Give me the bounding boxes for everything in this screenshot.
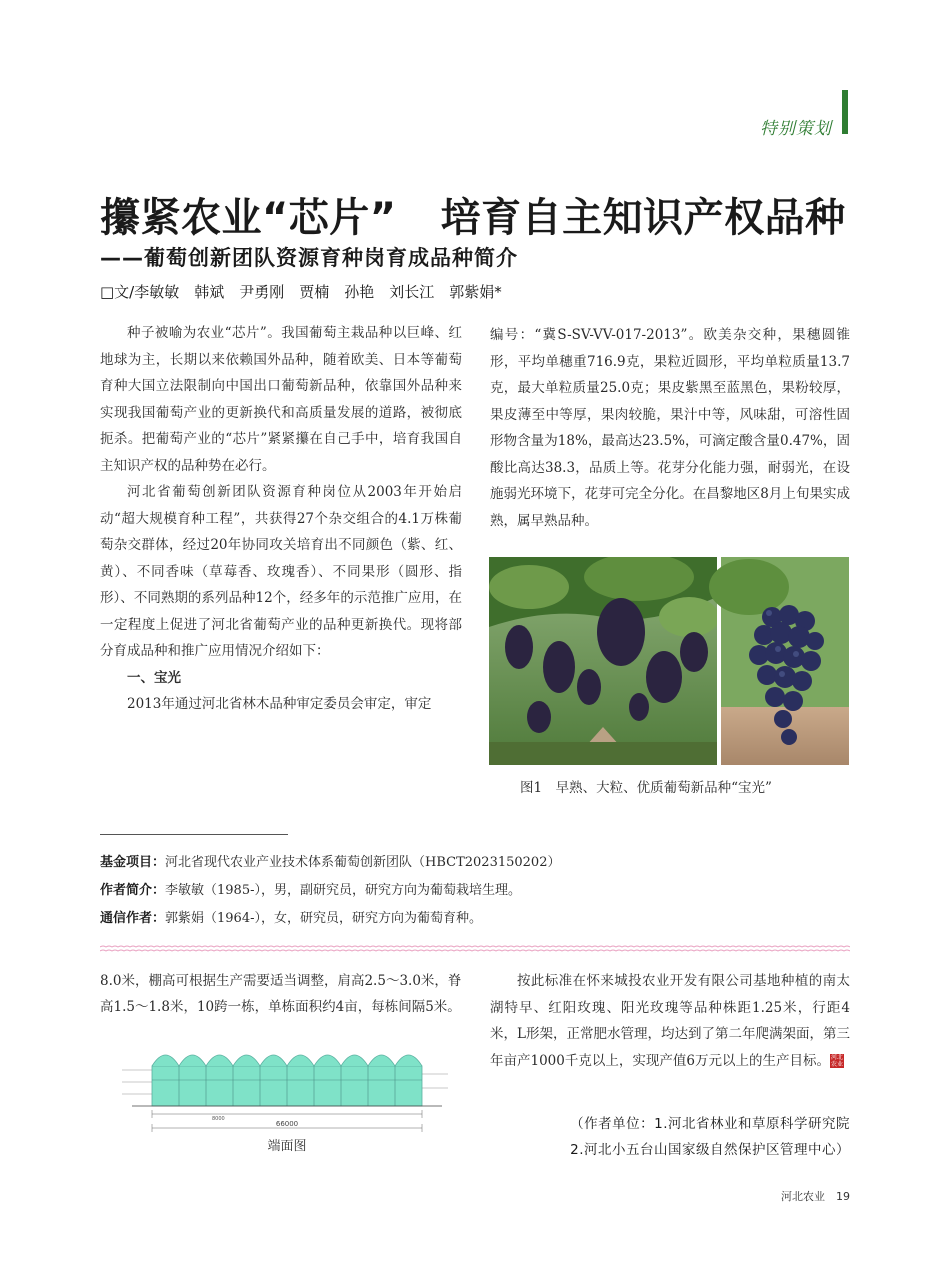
right-column	[490, 322, 850, 534]
article-title	[100, 186, 846, 243]
title-part-1: 攥紧农业“芯片”	[100, 195, 397, 241]
affiliation-line-2: 2.河北小五台山国家级自然保护区管理中心）	[570, 1142, 850, 1158]
figure-caption: 图1 早熟、大粒、优质葡萄新品种“宝光”	[520, 780, 772, 796]
greenhouse-end-view-diagram	[112, 1030, 452, 1155]
footnote-rule	[100, 834, 288, 835]
grape-photo	[489, 557, 849, 765]
planting-result-text: 按此标准在怀来城投农业开发有限公司基地种植的南太湖特早、红阳玫瑰、阳光玫瑰等品种株距1.25米，行距4米，L形架，正常肥水管理，均达到了第二年爬满架面，第三年亩产1000千克以上，实现产值6万元以上的生产目标。河北农业	[490, 973, 850, 1069]
paragraph-intro: 种子被喻为农业“芯片”。我国葡萄主栽品种以巨峰、红地球为主，长期以来依赖国外品种，随着欧美、日本等葡萄育种大国立法限制向中国出口葡萄新品种，依靠国外品种来实现我国葡萄产业的更新换代和高质量发展的道路，被彻底扼杀。把葡萄产业的“芯片”紧紧攥在自己手中，培育我国自主知识产权的品种势在必行。	[100, 325, 462, 474]
paragraph-baoguang-start: 2013年通过河北省林木品种审定委员会审定，审定	[127, 696, 432, 712]
wavy-divider	[100, 945, 850, 953]
author-intro-line	[100, 879, 521, 898]
affiliation-line-1: （作者单位：1.河北省林业和草原科学研究院	[570, 1116, 850, 1132]
paragraph-baoguang-cont: 编号：“冀S-SV-VV-017-2013”。欧美杂交种，果穗圆锥形，平均单穗重716.9克，果粒近圆形，平均单粒质量13.7克，最大单粒质量25.0克；果皮紫黑至蓝黑色，果粉较厚，果皮薄至中等厚，果肉较脆，果汁中等，风味甜，可溶性固形物含量为18%，最高达23.5%，可滴定酸含量0.47%，固酸比高达38.3，品质上等。花芽分化能力强，耐弱光，在设施弱光环境下，花芽可完全分化。在昌黎地区8月上旬果实成熟，属早熟品种。	[490, 327, 850, 529]
article-subtitle: ——葡萄创新团队资源育种岗育成品种简介	[100, 246, 518, 270]
fund-label: 基金项目：	[100, 855, 166, 870]
author-intro-text: 李敏敏（1985-），男，副研究员，研究方向为葡萄栽培生理。	[165, 883, 521, 898]
greenhouse-spec-text: 8.0米，棚高可根据生产需要适当调整，肩高2.5～3.0米，脊高1.5～1.8米，10跨一栋，单栋面积约4亩，每栋间隔5米。	[100, 973, 462, 1015]
corresponding-line	[100, 907, 482, 926]
bottom-left-text	[100, 968, 462, 1020]
corresponding-text: 郭紫娟（1964-），女，研究员，研究方向为葡萄育种。	[165, 911, 482, 926]
bottom-right-column	[490, 968, 850, 1074]
total-width-label: 66000	[275, 1120, 299, 1128]
fund-line	[100, 851, 560, 870]
author-line: □文/李敏敏 韩斌 尹勇刚 贾楠 孙艳 刘长江 郭紫娟*	[100, 283, 502, 301]
end-stamp: 河北农业	[830, 1054, 843, 1068]
heading-baoguang: 一、宝光	[127, 669, 181, 686]
paragraph-breeding: 河北省葡萄创新团队资源育种岗位从2003年开始启动“超大规模育种工程”，共获得27个杂交组合的4.1万株葡萄杂交群体，经过20年协同攻关培育出不同颜色（紫、红、黄）、不同香味（草莓香、玫瑰香）、不同果形（圆形、指形）、不同熟期的系列品种12个，经多年的示范推广应用，在一定程度上促进了河北省葡萄产业的品种更新换代。现将部分育成品种和推广应用情况介绍如下：	[100, 484, 462, 659]
span-dimension-label: 8000	[212, 1116, 225, 1122]
left-column	[100, 320, 462, 718]
section-tag: 特别策划	[760, 119, 832, 139]
author-intro-label: 作者简介：	[100, 883, 166, 898]
section-bar	[842, 90, 848, 134]
fund-text: 河北省现代农业产业技术体系葡萄创新团队（HBCT2023150202）	[165, 855, 561, 870]
page-footer: 河北农业 19	[781, 1190, 850, 1203]
corresponding-label: 通信作者：	[100, 911, 166, 926]
diagram-caption: 端面图	[267, 1139, 307, 1154]
title-part-2: 培育自主知识产权品种	[440, 195, 846, 241]
